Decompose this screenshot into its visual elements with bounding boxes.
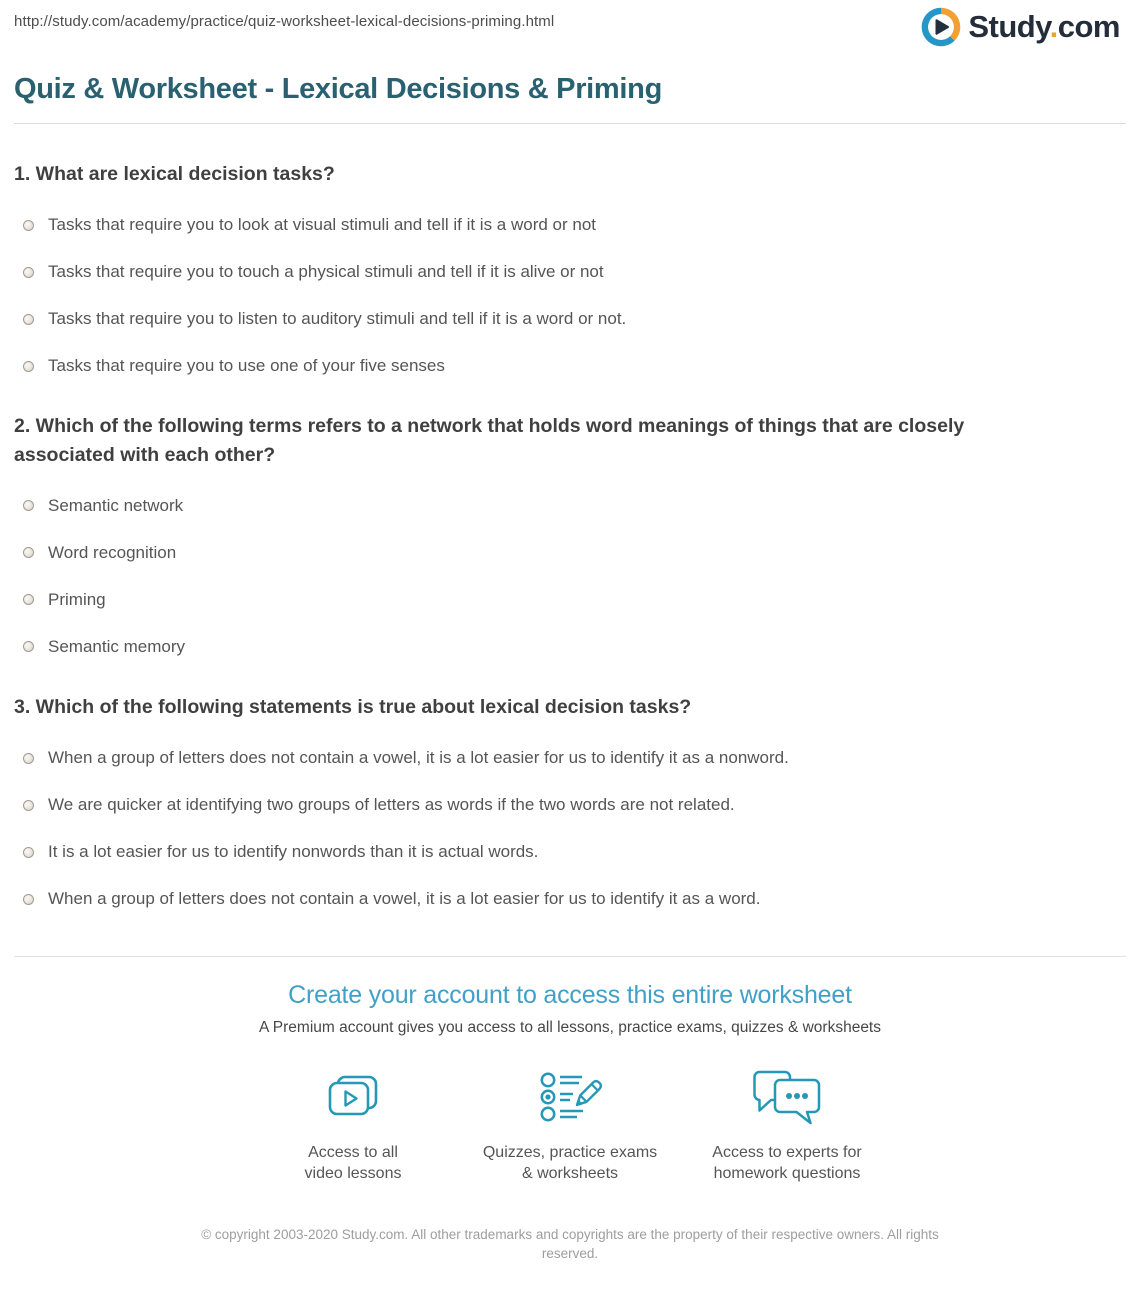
- radio-icon: [23, 500, 34, 511]
- option-row[interactable]: [14, 543, 1126, 563]
- radio-icon: [23, 847, 34, 858]
- feature-label: Access to experts for homework questions: [712, 1144, 862, 1183]
- page-url: http://study.com/academy/practice/quiz-worksheet-lexical-decisions-priming.html: [14, 13, 555, 30]
- feature-quizzes-worksheets: [462, 1069, 679, 1184]
- option-row[interactable]: [14, 889, 1126, 909]
- chat-experts-icon: [751, 1069, 823, 1127]
- option-row[interactable]: [14, 748, 1126, 768]
- question-3-options: [14, 748, 1126, 909]
- option-label: When a group of letters does not contain a vowel, it is a lot easier for us to identify it as a word.: [48, 889, 761, 909]
- option-row[interactable]: [14, 842, 1126, 862]
- option-row[interactable]: [14, 496, 1126, 516]
- page-title: Quiz & Worksheet - Lexical Decisions & Priming: [14, 73, 663, 105]
- question-2-text: 2. Which of the following terms refers to a network that holds word meanings of things that are closely associated with each other?: [14, 415, 965, 466]
- option-row[interactable]: [14, 795, 1126, 815]
- radio-icon: [23, 594, 34, 605]
- features-row: [14, 1069, 1126, 1184]
- feature-video-lessons: [245, 1069, 462, 1184]
- option-row[interactable]: [14, 262, 1126, 282]
- video-lessons-icon: [324, 1069, 382, 1127]
- cta-heading: Create your account to access this entire worksheet: [288, 981, 852, 1010]
- radio-icon: [23, 361, 34, 372]
- quizzes-worksheets-icon: [537, 1069, 603, 1127]
- option-label: Semantic network: [48, 495, 184, 515]
- feature-chat-experts: [679, 1069, 896, 1184]
- radio-icon: [23, 220, 34, 231]
- feature-label: Access to all video lessons: [304, 1144, 402, 1183]
- option-label: We are quicker at identifying two groups of letters as words if the two words are not related.: [48, 795, 735, 815]
- option-label: Priming: [48, 589, 106, 609]
- option-label: Tasks that require you to use one of your five senses: [48, 356, 445, 376]
- radio-icon: [23, 753, 34, 764]
- question-2-options: [14, 496, 1126, 657]
- radio-icon: [23, 894, 34, 905]
- radio-icon: [23, 800, 34, 811]
- question-1-text: 1. What are lexical decision tasks?: [14, 163, 335, 185]
- option-row[interactable]: [14, 215, 1126, 235]
- option-row[interactable]: [14, 590, 1126, 610]
- option-row[interactable]: [14, 637, 1126, 657]
- option-label: When a group of letters does not contain a vowel, it is a lot easier for us to identify it as a nonword.: [48, 748, 789, 768]
- option-row[interactable]: [14, 309, 1126, 329]
- studycom-logo[interactable]: [921, 7, 1120, 47]
- option-label: It is a lot easier for us to identify nonwords than it is actual words.: [48, 842, 539, 862]
- header: [14, 0, 1126, 58]
- option-label: Tasks that require you to touch a physical stimuli and tell if it is alive or not: [48, 262, 604, 282]
- question-3-text: 3. Which of the following statements is true about lexical decision tasks?: [14, 695, 692, 718]
- question-1-options: [14, 215, 1126, 376]
- question-2: [14, 412, 1126, 657]
- footer: [14, 1226, 1126, 1290]
- option-label: Semantic memory: [48, 636, 185, 656]
- question-3: [14, 693, 1126, 909]
- studycom-logo-text: Study.com: [968, 9, 1120, 44]
- cta-subheading: A Premium account gives you access to all lessons, practice exams, quizzes & worksheets: [259, 1019, 881, 1037]
- divider: [14, 123, 1126, 124]
- option-row[interactable]: [14, 356, 1126, 376]
- radio-icon: [23, 314, 34, 325]
- option-label: Tasks that require you to listen to auditory stimuli and tell if it is a word or not.: [48, 309, 627, 329]
- copyright-text: © copyright 2003-2020 Study.com. All other trademarks and copyrights are the property of their respective owners. All rights reserved.: [201, 1227, 939, 1261]
- option-label: Tasks that require you to look at visual stimuli and tell if it is a word or not: [48, 215, 597, 235]
- radio-icon: [23, 267, 34, 278]
- radio-icon: [23, 641, 34, 652]
- radio-icon: [23, 547, 34, 558]
- cta-section: [14, 981, 1126, 1184]
- question-1: [14, 160, 1126, 376]
- option-label: Word recognition: [48, 542, 177, 562]
- feature-label: Quizzes, practice exams & worksheets: [482, 1144, 658, 1183]
- logo-dot: .: [1049, 9, 1058, 44]
- divider: [14, 956, 1126, 957]
- studycom-logo-icon: [921, 7, 961, 47]
